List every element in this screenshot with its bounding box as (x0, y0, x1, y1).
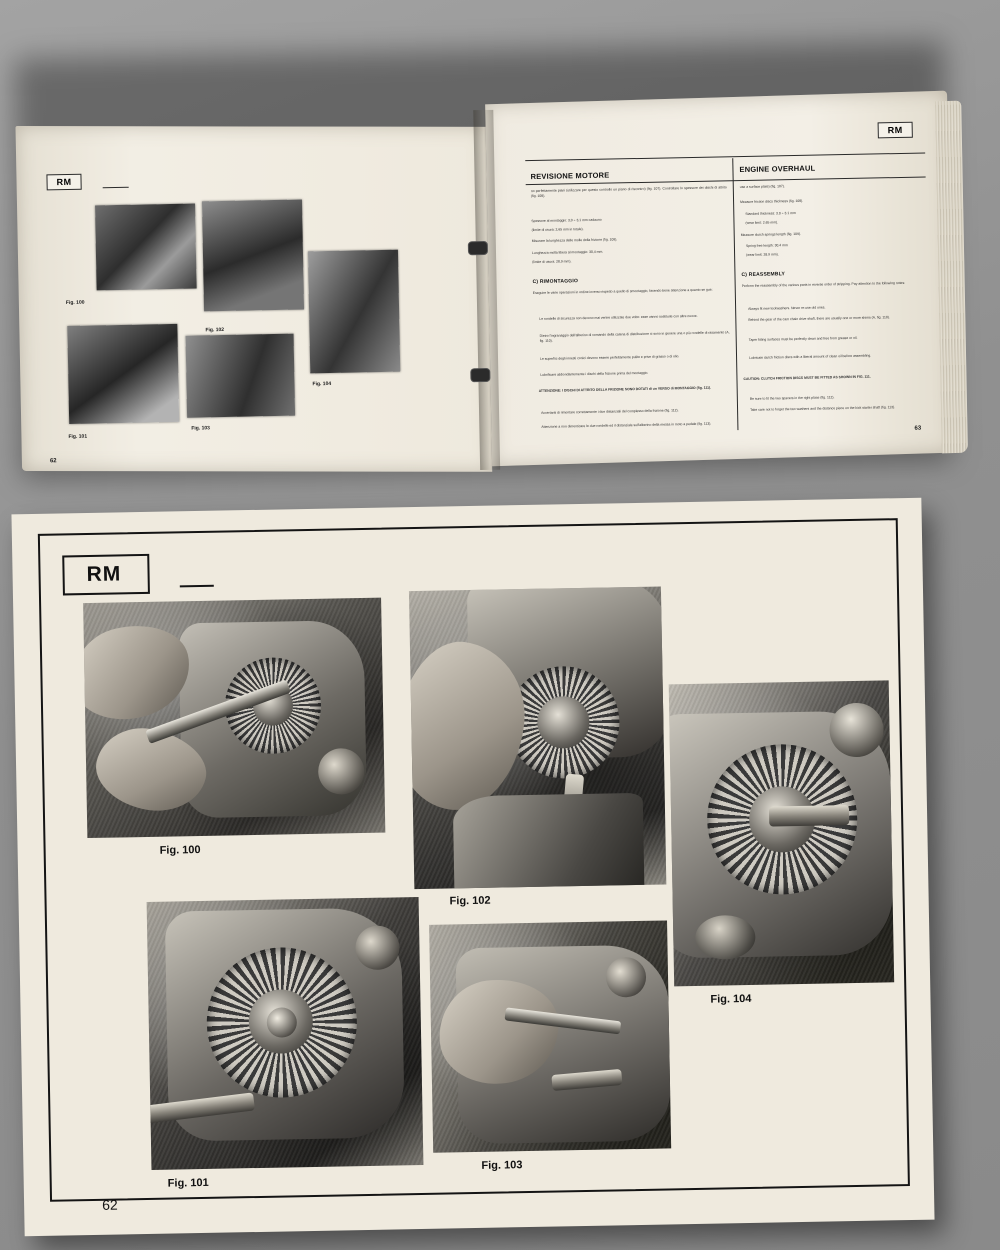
book-right-it-body: Eseguire le varie operazioni in ordine inverso rispetto a quello di smontaggio, facendo bene attenzione a quanto se gue: (532, 287, 713, 296)
book-right-it-note-1: Dietro l'ingranaggio dell'alberino di comando della catena di distribuzione ci sono in genere una o più rondelle di rasamento (A, fig. 110). (539, 330, 730, 344)
book-left-fig-101-caption: Fig. 101 (68, 433, 88, 440)
book-right-it-final-0: Accertarsi di rimontare correttamente i due distanziali del complesso della frizione (fig. 112). (541, 408, 679, 415)
book-right-en-bullet-5: (wear limit: 28.9 mm). (746, 252, 779, 257)
book-right-it-note-2: Le superfici degli innesti conici devono essere perfettamente pulite e prive di grasso o di olio. (540, 354, 680, 361)
book-right-it-note-0: Le rondelle di sicurezza non devono mai venire utilizzate due volte: esse vanno sostituite con altre nuove. (539, 313, 698, 321)
figure-102-caption: Fig. 102 (449, 894, 491, 908)
book-left-fig-104 (308, 250, 400, 374)
book-right-it-note-3: Lubrificare abbondantemente i dischi della frizione prima del montaggio. (540, 370, 649, 377)
book-right-it-bullet-4: (limite di usura: 28,9 mm). (532, 259, 572, 265)
book-right-badge: RM (878, 122, 913, 139)
book-left-fig-101 (67, 324, 179, 424)
book-left-fig-100 (95, 204, 197, 291)
book-right-it-caution: ATTENZIONE: I DISCHI DI ATTRITO DELLA FRIZIONE SONO DOTATI di un VERSO di MONTAGGIO (fig. 111). (538, 385, 712, 393)
book-right-page-number: 63 (914, 425, 922, 432)
book-left-page-number: 62 (49, 458, 57, 465)
book-right-en-note-1: Behind the gear of the cam chain drive shaft, there are usually one or more shims (A, fig. 110). (748, 315, 890, 322)
book-right-it-bullet-0: Spessore al montaggio: 3,0 ÷ 3,1 mm cadauno (531, 217, 602, 224)
book-left-fig-100-caption: Fig. 100 (65, 299, 85, 307)
book-right-en-bullet-3: Measure clutch springs length (fig. 109). (740, 231, 802, 238)
book-right-en-final-1: Take care not to forget the two washers and the distance piece on the kick starter shaft (fig. 113). (750, 405, 896, 412)
book-left-badge: RM (46, 174, 81, 191)
book-right-en-bullet-0: Measure friction discs thickness (fig. 108). (740, 198, 804, 205)
book-left-fig-102-caption: Fig. 102 (205, 326, 225, 334)
manual-page-scan (11, 498, 934, 1237)
book-right-en-note-3: Lubricate clutch friction discs with a liberal amount of clean oil before assembling. (749, 353, 872, 360)
book-left-fig-103-caption: Fig. 103 (191, 425, 211, 432)
book-right-it-section: C) RIMONTAGGIO (532, 278, 579, 286)
book-right-it-bullet-2: Misurare la lunghezza delle molle della frizione (fig. 109). (531, 237, 618, 244)
figure-103-photo (429, 920, 671, 1152)
book-right-en-bullet-4: Spring free length: 30.4 mm (745, 243, 788, 248)
book-right-en-note-2: Taper fitting surfaces must be perfectly clean and free from grease or oil. (748, 335, 858, 342)
book-right-it-final-1: Attenzione a non dimenticare le due rondelle ed il distanziale sull'alberino della messa in moto a pedale (fig. 113). (541, 421, 712, 429)
figure-102-photo (409, 587, 666, 890)
figure-103-caption: Fig. 103 (481, 1159, 523, 1172)
book-right-en-intro: use a surface plate) (fig. 107). (739, 184, 785, 190)
open-book-photo (4, 21, 962, 484)
figure-100-photo (83, 598, 385, 838)
figure-104-caption: Fig. 104 (710, 992, 752, 1006)
book-right-en-section: C) REASSEMBLY (741, 271, 786, 279)
book-right-en-note-0: Always fit new lockwashers. Never re-use old ones. (748, 305, 826, 311)
book-right-en-body: Perform the reassembly of the various parts in reverse order of stripping. Pay attention to the following notes: (741, 280, 906, 289)
book-left-fig-104-caption: Fig. 104 (312, 380, 332, 388)
binding-ring-bottom (471, 369, 489, 381)
book-page-edges (935, 101, 968, 454)
book-right-en-bullet-1: Standard thickness: 3.0 ÷ 3.1 mm (745, 210, 796, 216)
book-left-fig-103 (186, 334, 296, 418)
figure-101-photo (147, 897, 424, 1170)
book-right-en-final-0: Be sure to fit the two spacers in the right place (fig. 112). (749, 395, 835, 401)
book-right-en-caution: CAUTION: CLUTCH FRICTION DISCS MUST BE FITTED AS SHOWN IN FIG. 111. (743, 374, 871, 382)
book-right-heading-en: ENGINE OVERHAUL (739, 163, 816, 175)
figure-100-caption: Fig. 100 (159, 843, 201, 857)
page-badge-rm: RM (62, 554, 149, 596)
book-right-it-bullet-1: (limite di usura: 2,65 mm in totale). (531, 227, 584, 233)
large-page-number: 62 (101, 1196, 118, 1213)
figure-101-caption: Fig. 101 (167, 1176, 209, 1190)
book-right-en-bullet-2: (wear limit: 2.65 mm). (745, 220, 779, 225)
book-right-heading-it: REVISIONE MOTORE (530, 170, 610, 182)
binding-ring-top (469, 242, 487, 254)
book-right-it-bullet-3: Lunghezza molla libera al montaggio: 30,4 mm. (531, 249, 604, 256)
book-right-it-intro: no perfettamente piani (utilizzare per questo controllo un piano di riscontro) (fig. 107). Controllare lo spessore dei dischi di attrito (fig. 108). (530, 185, 727, 199)
book-left-fig-102 (202, 199, 304, 311)
figure-104-photo (669, 680, 894, 986)
